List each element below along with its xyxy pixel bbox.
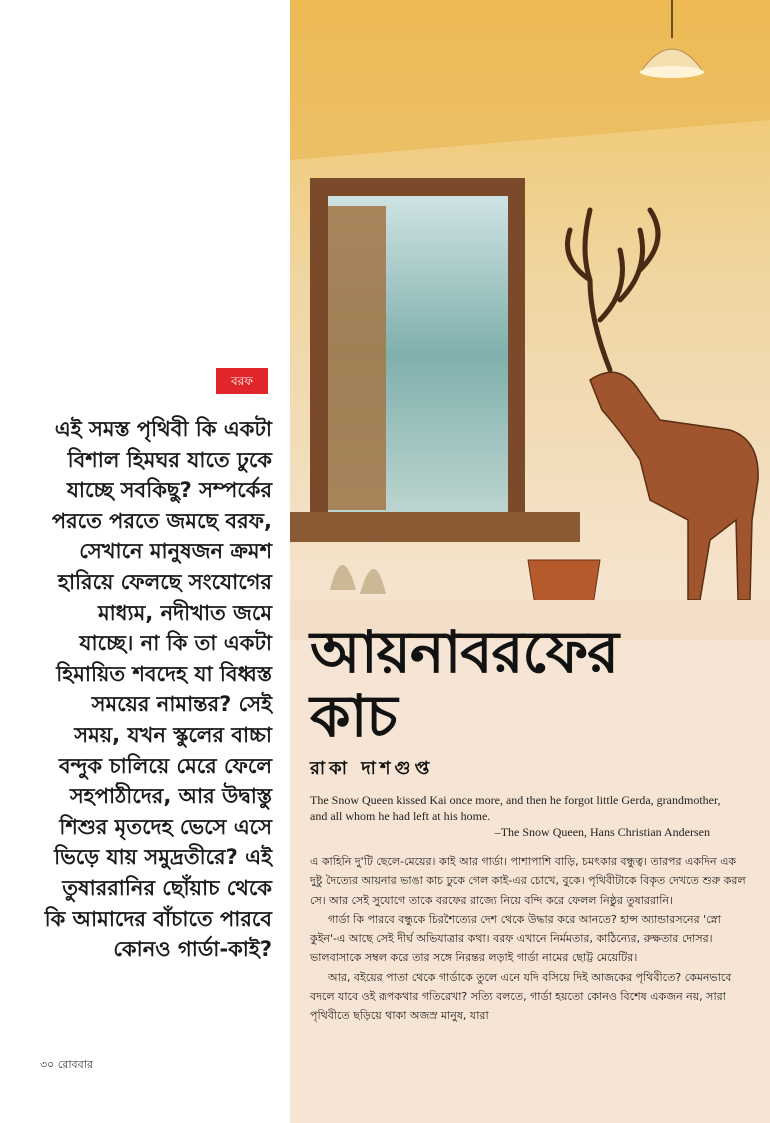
illustration-reindeer-room: [290, 0, 770, 640]
body-paragraph: আর, বইয়ের পাতা থেকে গার্ডাকে তুলে এনে যদি বসিয়ে দিই আজকের পৃথিবীতে? কেমনভাবে বদলে যাবে ওই রূপকথার গতিরেখা? সত্যি বলতে, গার্ডা হয়তো কোনও বিশেষ একজন নয়, সারা পৃথিবীতে ছড়িয়ে থাকা অজস্র মানুষ, যারা: [310, 970, 732, 1023]
article-title-line-1: আয়নাবরফের: [310, 618, 619, 686]
body-paragraph: এ কাহিনি দু'টি ছেলে-মেয়ের। কাই আর গার্ডা। পাশাপাশি বাড়ি, চমৎকার বন্ধুত্ব। তারপর একদিন এক দুষ্টু দৈত্যের আয়নার ভাঙা কাচ ঢুকে গেল কাই-এর চোখে, বুকে। পৃথিবীটাকে বিকৃত দেখতে শুরু করল সে। আর সেই সুযোগে তাকে বরফের রাজ্যে নিয়ে বন্দি করে ফেলল নিষ্ঠুর তুষাররানি।: [310, 855, 746, 907]
body-paragraph: গার্ডা কি পারবে বন্ধুকে চিরশৈত্যের দেশ থেকে উদ্ধার করে আনতে? হান্স অ্যান্ডারসনের 'স্নো কুইন'-এ আছে সেই দীর্ঘ অভিযাত্রার কথা। বরফ এখানে নির্মমতার, কাঠিন্যের, রুক্ষতার দোসর। ভালবাসাকে সম্বল করে তার সঙ্গে নিরন্তর লড়াই গার্ডা নামের ছোট্ট মেয়েটির।: [310, 912, 721, 965]
epigraph-source: –The Snow Queen, Hans Christian Andersen: [494, 825, 710, 839]
article-title-line-2: কাচ: [310, 682, 397, 750]
section-tag: বরফ: [216, 368, 268, 394]
title-block: [310, 620, 750, 785]
article-body: [310, 852, 750, 1026]
left-column: [0, 0, 290, 1123]
epigraph: [310, 792, 730, 840]
author-name: রাকা দাশগুপ্ত: [310, 758, 434, 779]
epigraph-text: The Snow Queen kissed Kai once more, and then he forgot little Gerda, grandmother, and all whom he had left at his home.: [310, 793, 721, 823]
page-footer: ৩০ রোববার: [40, 1058, 93, 1071]
pull-quote: এই সমস্ত পৃথিবী কি একটা বিশাল হিমঘর যাতে ঢুকে যাচ্ছে সবকিছু? সম্পর্কের পরতে পরতে জমছে বরফ, সেখানে মানুষজন ক্রমশ হারিয়ে ফেলছে সংযোগের মাধ্যম, নদীখাত জমে যাচ্ছে। না কি তা একটা হিমায়িত শবদেহ যা বিধ্বস্ত সময়ের নামান্তর? সেই সময়, যখন স্কুলের বাচ্চা বন্দুক চালিয়ে মেরে ফেলে সহপাঠীদের, আর উদ্বাস্তু শিশুর মৃতদেহ ভেসে এসে ভিড়ে যায় সমুদ্রতীরে? এই তুষাররানির ছোঁয়াচ থেকে কি আমাদের বাঁচাতে পারবে কোনও গার্ডা-কাই?: [44, 417, 272, 962]
right-column: [290, 0, 770, 1123]
